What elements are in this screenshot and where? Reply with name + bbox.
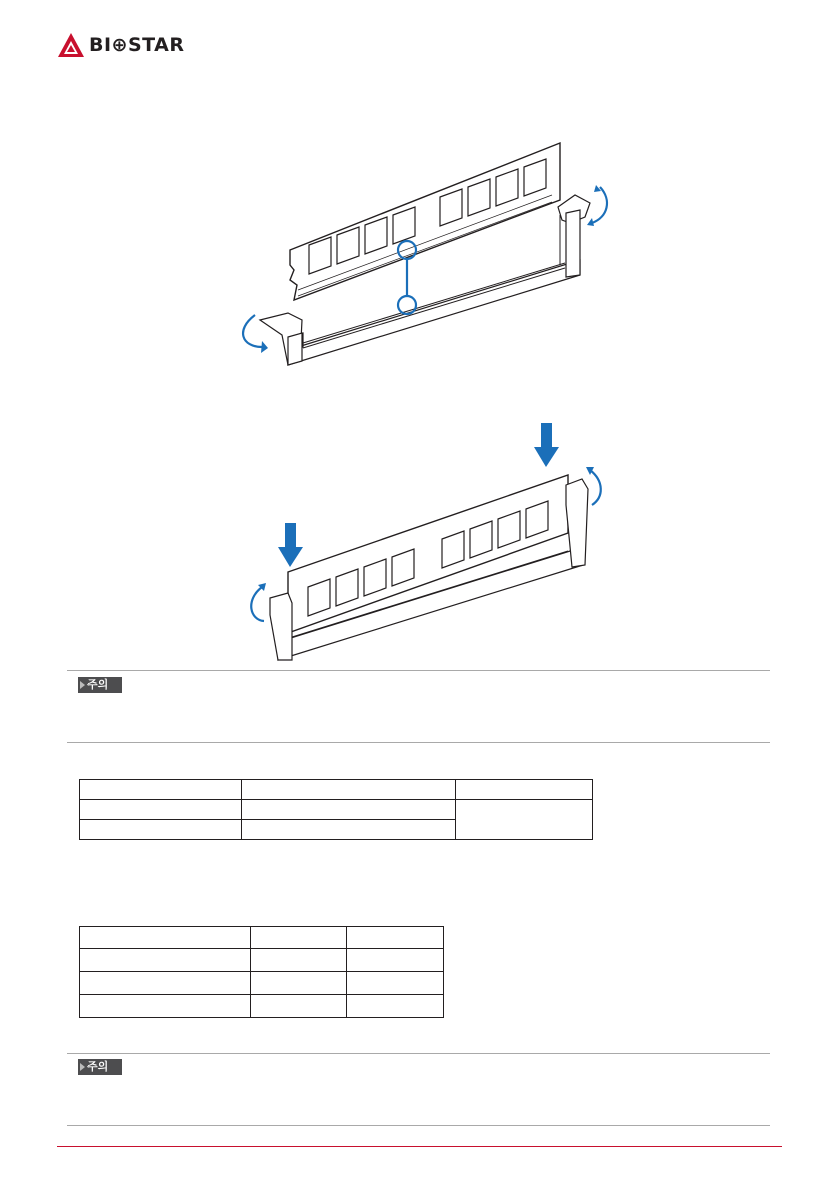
table-cell bbox=[456, 780, 593, 800]
left-latch bbox=[260, 313, 302, 365]
table-cell bbox=[250, 949, 347, 972]
table-cell bbox=[347, 927, 444, 949]
dimm-align-figure bbox=[0, 125, 839, 385]
memory-table-2 bbox=[79, 926, 444, 1018]
brand-logo-icon bbox=[57, 32, 85, 58]
brand-name: BI⊕STAR bbox=[89, 34, 185, 56]
table-cell bbox=[250, 927, 347, 949]
table-cell bbox=[347, 972, 444, 995]
table-cell bbox=[347, 949, 444, 972]
table-cell bbox=[250, 972, 347, 995]
table-cell bbox=[347, 995, 444, 1018]
table-cell bbox=[250, 995, 347, 1018]
table-cell bbox=[80, 927, 251, 949]
table-cell bbox=[80, 800, 242, 820]
table-cell bbox=[241, 800, 456, 820]
note-divider-bottom-2 bbox=[67, 1125, 770, 1126]
table-cell bbox=[241, 820, 456, 840]
table-cell bbox=[456, 800, 593, 840]
memory-table-1 bbox=[79, 779, 593, 840]
note-divider-bottom bbox=[67, 742, 770, 743]
note-divider-top bbox=[67, 670, 770, 671]
note-label-2: 주의 bbox=[78, 1059, 122, 1075]
footer-rule bbox=[57, 1146, 782, 1147]
dimm-insert-figure bbox=[0, 415, 839, 665]
brand-logo bbox=[57, 32, 184, 58]
table-cell bbox=[80, 780, 242, 800]
table-cell bbox=[80, 949, 251, 972]
note-label: 주의 bbox=[78, 677, 122, 693]
table-cell bbox=[80, 820, 242, 840]
table-cell bbox=[80, 995, 251, 1018]
note-divider-top-2 bbox=[67, 1053, 770, 1054]
left-latch-closed bbox=[270, 593, 292, 660]
table-cell bbox=[80, 972, 251, 995]
table-cell bbox=[241, 780, 456, 800]
